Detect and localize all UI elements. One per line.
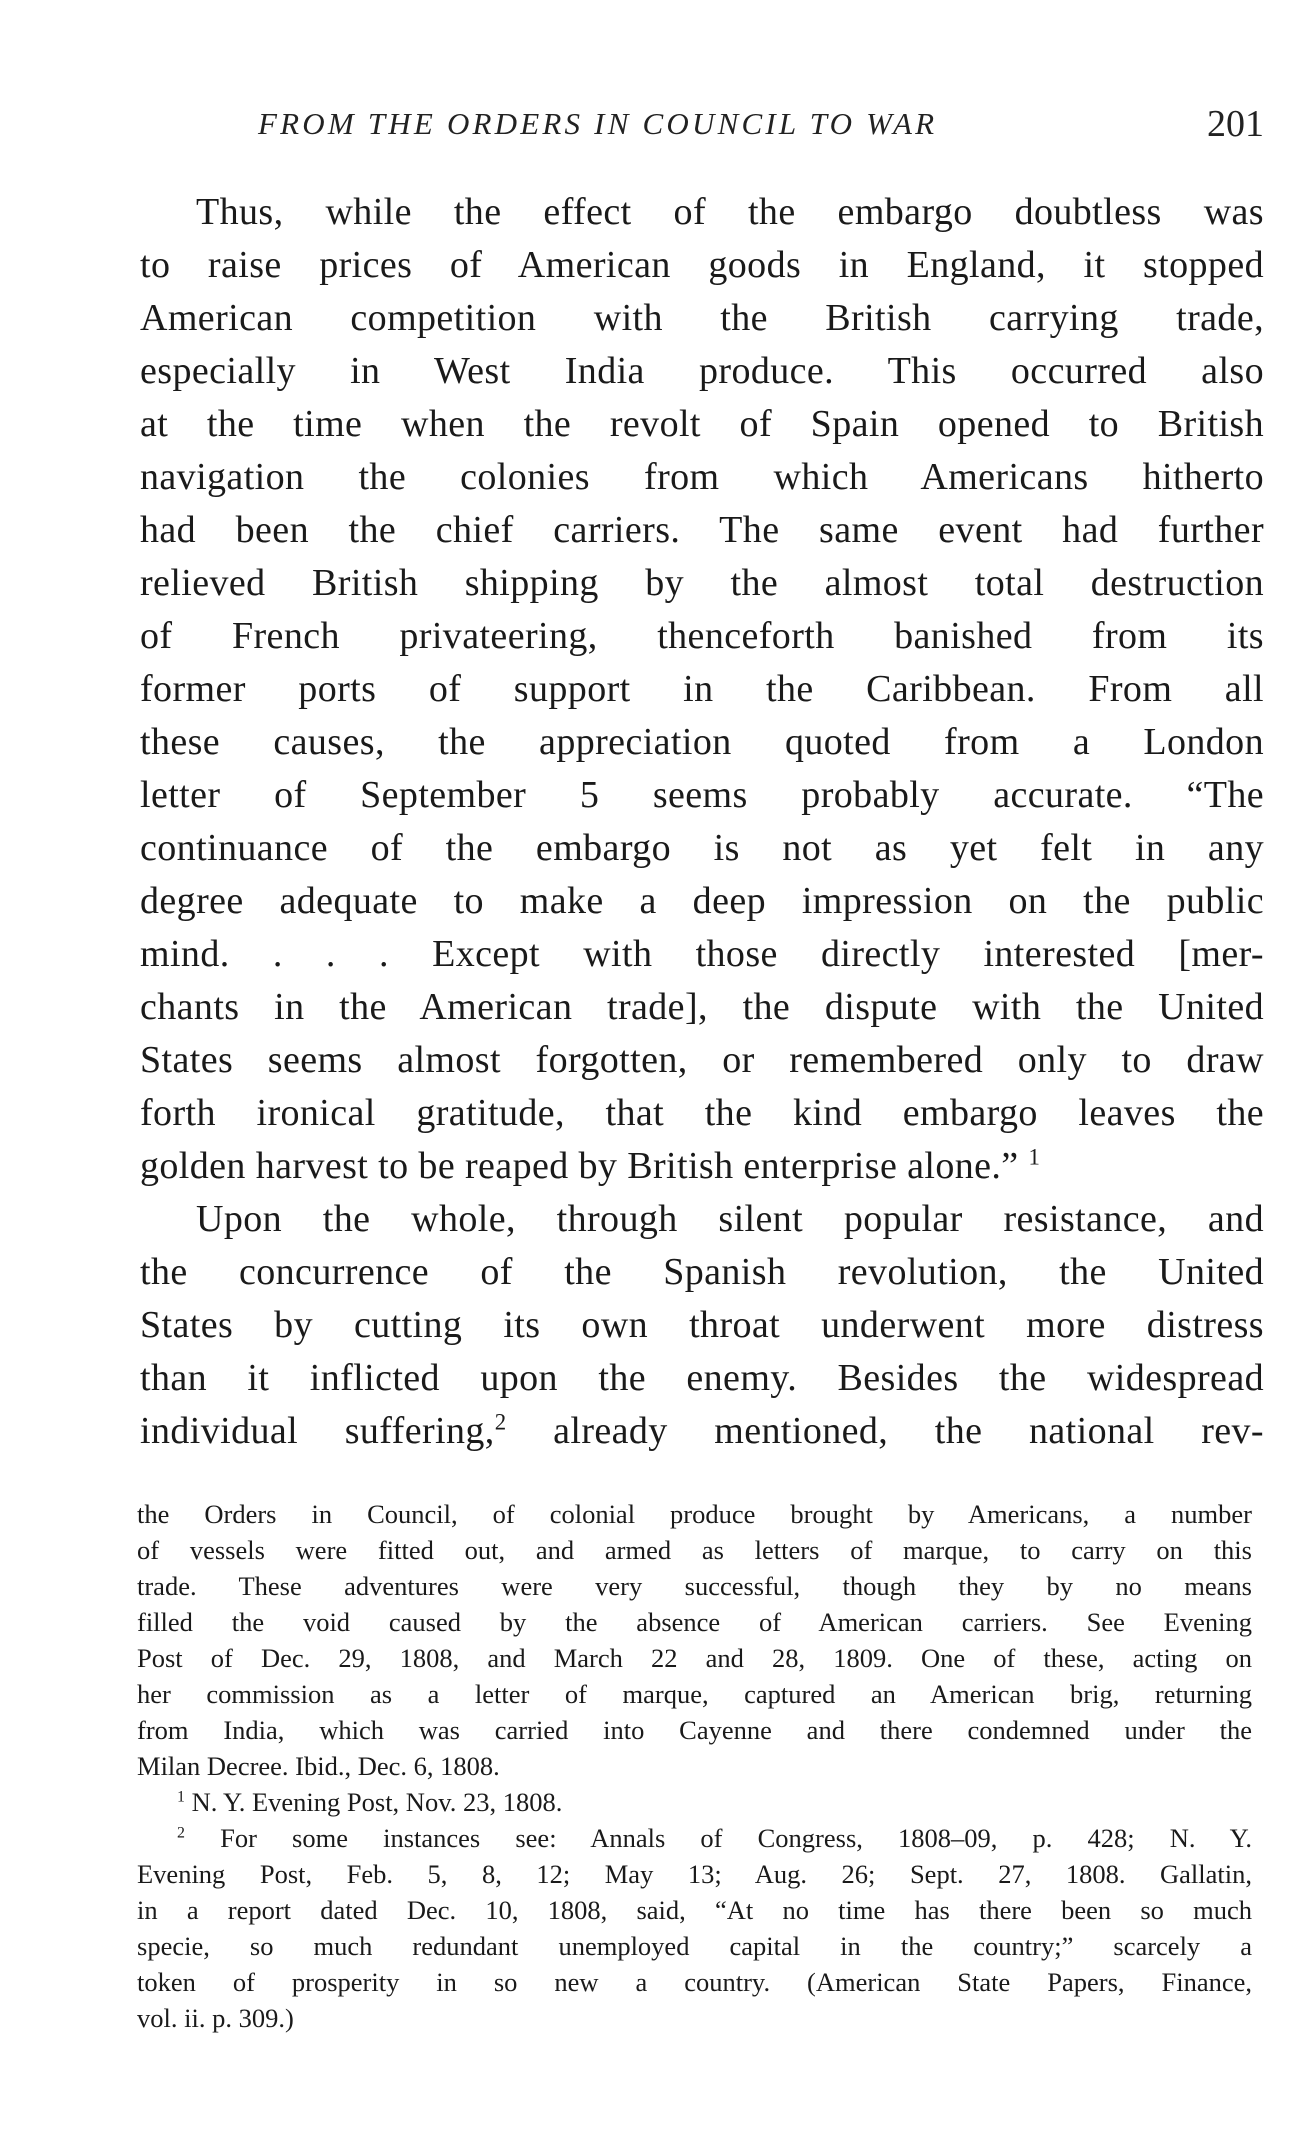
- footnote-line: vol. ii. p. 309.): [137, 2003, 294, 2033]
- text-line: States by cutting its own throat underwent more distress: [140, 1304, 1264, 1346]
- footnote-line: trade. These adventures were very successful, though they by no means: [137, 1571, 1252, 1601]
- footnote-line: from India, which was carried into Cayenne and there condemned under the: [137, 1715, 1252, 1745]
- text-line: than it inflicted upon the enemy. Besides the widespread: [140, 1357, 1264, 1399]
- main-text: [140, 186, 1264, 1458]
- text-line: [140, 1140, 1264, 1193]
- footnote-text: N. Y. Evening Post, Nov. 23, 1808.: [191, 1787, 563, 1817]
- footnote-line: specie, so much redundant unemployed capital in the country;” scarcely a: [137, 1931, 1252, 1961]
- text-line: former ports of support in the Caribbean. From all: [140, 668, 1264, 710]
- footnote-line: her commission as a letter of marque, captured an American brig, returning: [137, 1679, 1252, 1709]
- footnote-line: filled the void caused by the absence of American carriers. See Evening: [137, 1607, 1252, 1637]
- footnote-marker: 1: [177, 1788, 185, 1806]
- footnote-line: Post of Dec. 29, 1808, and March 22 and 28, 1809. One of these, acting on: [137, 1643, 1252, 1673]
- text-line: navigation the colonies from which Americans hitherto: [140, 456, 1264, 498]
- text-line: American competition with the British carrying trade,: [140, 297, 1264, 339]
- text-line: letter of September 5 seems probably accurate. “The: [140, 774, 1264, 816]
- text-line-content: individual suffering,: [140, 1410, 495, 1452]
- footnote-line: Milan Decree. Ibid., Dec. 6, 1808.: [137, 1751, 500, 1781]
- text-line: [140, 1405, 1264, 1458]
- text-line: these causes, the appreciation quoted from a London: [140, 721, 1264, 763]
- footnote-line: in a report dated Dec. 10, 1808, said, “At no time has there been so much: [137, 1895, 1252, 1925]
- footnote-reference: 2: [494, 1409, 507, 1435]
- text-line-content: golden harvest to be reaped by British enterprise alone.”: [140, 1145, 1019, 1187]
- text-line: especially in West India produce. This occurred also: [140, 350, 1264, 392]
- footnote-2: [137, 1820, 1252, 1856]
- page-header: [140, 102, 1264, 154]
- footnote-line: the Orders in Council, of colonial produce brought by Americans, a number: [137, 1499, 1252, 1529]
- footnotes: [137, 1496, 1252, 2036]
- footnote-1: [137, 1784, 1252, 1820]
- text-line: Thus, while the effect of the embargo doubtless was: [196, 191, 1264, 233]
- text-line: had been the chief carriers. The same event had further: [140, 509, 1264, 551]
- text-line: States seems almost forgotten, or remembered only to draw: [140, 1039, 1264, 1081]
- footnote-line: token of prosperity in so new a country. (American State Papers, Finance,: [137, 1967, 1252, 1997]
- page-number: 201: [1207, 103, 1264, 145]
- text-line: the concurrence of the Spanish revolution, the United: [140, 1251, 1264, 1293]
- text-line: relieved British shipping by the almost total destruction: [140, 562, 1264, 604]
- text-line: continuance of the embargo is not as yet felt in any: [140, 827, 1264, 869]
- text-line: to raise prices of American goods in England, it stopped: [140, 244, 1264, 286]
- footnote-line: Evening Post, Feb. 5, 8, 12; May 13; Aug. 26; Sept. 27, 1808. Gallatin,: [137, 1859, 1252, 1889]
- text-line-content: already mentioned, the national rev-: [553, 1410, 1264, 1452]
- footnote-text: For some instances see: Annals of Congress, 1808–09, p. 428; N. Y.: [220, 1823, 1253, 1853]
- footnote-reference: 1: [1028, 1144, 1041, 1170]
- text-line: of French privateering, thenceforth banished from its: [140, 615, 1264, 657]
- text-line: degree adequate to make a deep impression on the public: [140, 880, 1264, 922]
- running-head: FROM THE ORDERS IN COUNCIL TO WAR: [258, 106, 938, 141]
- text-line: Upon the whole, through silent popular resistance, and: [196, 1198, 1264, 1240]
- footnote-marker: 2: [177, 1824, 185, 1842]
- text-line: chants in the American trade], the dispute with the United: [140, 986, 1264, 1028]
- text-line: mind. . . . Except with those directly interested [mer-: [140, 933, 1264, 975]
- footnote-line: of vessels were fitted out, and armed as letters of marque, to carry on this: [137, 1535, 1252, 1565]
- text-line: forth ironical gratitude, that the kind embargo leaves the: [140, 1092, 1264, 1134]
- text-line: at the time when the revolt of Spain opened to British: [140, 403, 1264, 445]
